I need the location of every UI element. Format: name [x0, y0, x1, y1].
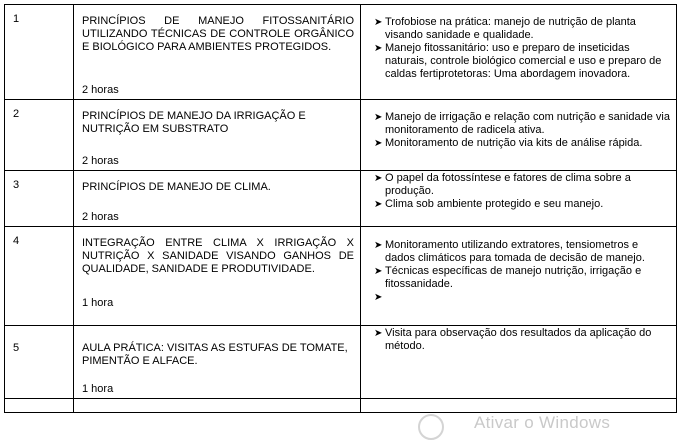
list-item: ➤ Técnicas específicas de manejo nutrição, irrigação e fitossanidade.: [374, 265, 642, 290]
content-cell: [361, 100, 677, 171]
content-cell: [361, 171, 677, 227]
topic-cell: [74, 100, 361, 171]
empty-cell: [74, 399, 361, 413]
row-number-cell: [5, 326, 74, 399]
row-number-cell: [5, 5, 74, 100]
activation-watermark: Ativar o Windows: [474, 413, 611, 432]
list-item: ➤ Monitoramento utilizando extratores, tensiometros e dados climáticos para tomada de decisão de manejo.: [374, 239, 645, 264]
topic-title: PRINCÍPIOS DE MANEJO FITOSSANITÁRIO UTILIZANDO TÉCNICAS DE CONTROLE ORGÂNICO E BIOLÓGICO PARA AMBIENTES PROTEGIDOS.: [82, 15, 354, 53]
table-row: [5, 171, 677, 227]
topic-cell: [74, 171, 361, 227]
topic-hours: 2 horas: [82, 84, 119, 96]
topic-hours: 1 hora: [82, 297, 114, 309]
list-item: [374, 291, 670, 304]
table-row: [5, 227, 677, 326]
content-cell: [361, 326, 677, 399]
topic-title: INTEGRAÇÃO ENTRE CLIMA X IRRIGAÇÃO X NUTRIÇÃO X SANIDADE VISANDO GANHOS DE QUALIDADE, SANIDADE E PRODUTIVIDADE.: [82, 237, 354, 275]
list-item: ➤ Clima sob ambiente protegido e seu manejo.: [374, 198, 604, 210]
arrow-bullet-icon: ➤: [374, 240, 383, 251]
arrow-bullet-icon: ➤: [374, 266, 383, 277]
row-number: 4: [13, 235, 20, 247]
empty-cell: [361, 399, 677, 413]
row-number-cell: [5, 171, 74, 227]
arrow-bullet-icon: ➤: [374, 17, 383, 28]
list-item: ➤ Trofobiose na prática: manejo de nutrição de planta visando sanidade e qualidade.: [374, 16, 636, 41]
table-row: [5, 399, 677, 413]
table-row: [5, 100, 677, 171]
list-item: ➤ Monitoramento de nutrição via kits de análise rápida.: [374, 137, 643, 149]
table-row: [5, 326, 677, 399]
topic-cell: [74, 227, 361, 326]
topic-hours: 2 horas: [82, 155, 119, 167]
arrow-bullet-icon: ➤: [374, 112, 383, 123]
schedule-table: [4, 4, 677, 413]
topic-title: PRINCÍPIOS DE MANEJO DE CLIMA.: [82, 181, 271, 193]
list-item: ➤ Visita para observação dos resultados da aplicação do método.: [374, 327, 652, 352]
arrow-bullet-icon: ➤: [374, 199, 383, 210]
arrow-bullet-icon: ➤: [374, 292, 383, 303]
topic-title: PRINCÍPIOS DE MANEJO DA IRRIGAÇÃO E NUTRIÇÃO EM SUBSTRATO: [82, 110, 306, 135]
content-cell: [361, 5, 677, 100]
topic-hours: 2 horas: [82, 211, 119, 223]
list-item: ➤ Manejo fitossanitário: uso e preparo de inseticidas naturais, controle biológico comercial e uso e preparo de caldas fertiprotetoras: Uma abordagem inovadora.: [374, 42, 662, 80]
arrow-bullet-icon: ➤: [374, 138, 383, 149]
windows-activation-icon: [418, 414, 444, 440]
row-number: 3: [13, 179, 20, 191]
content-cell: [361, 227, 677, 326]
arrow-bullet-icon: ➤: [374, 43, 383, 54]
row-number: 5: [13, 342, 20, 354]
empty-cell: [5, 399, 74, 413]
topic-hours: 1 hora: [82, 383, 114, 395]
row-number-cell: [5, 227, 74, 326]
topic-cell: [74, 5, 361, 100]
row-number: 2: [13, 108, 20, 120]
table-row: [5, 5, 677, 100]
arrow-bullet-icon: ➤: [374, 328, 383, 339]
list-item: ➤ O papel da fotossíntese e fatores de clima sobre a produção.: [374, 172, 631, 197]
topic-title: AULA PRÁTICA: VISITAS AS ESTUFAS DE TOMATE, PIMENTÃO E ALFACE.: [82, 342, 348, 367]
topic-cell: [74, 326, 361, 399]
arrow-bullet-icon: ➤: [374, 173, 383, 184]
row-number: 1: [13, 13, 20, 25]
row-number-cell: [5, 100, 74, 171]
list-item: ➤ Manejo de irrigação e relação com nutrição e sanidade via monitoramento de radicela ativa.: [374, 111, 670, 136]
